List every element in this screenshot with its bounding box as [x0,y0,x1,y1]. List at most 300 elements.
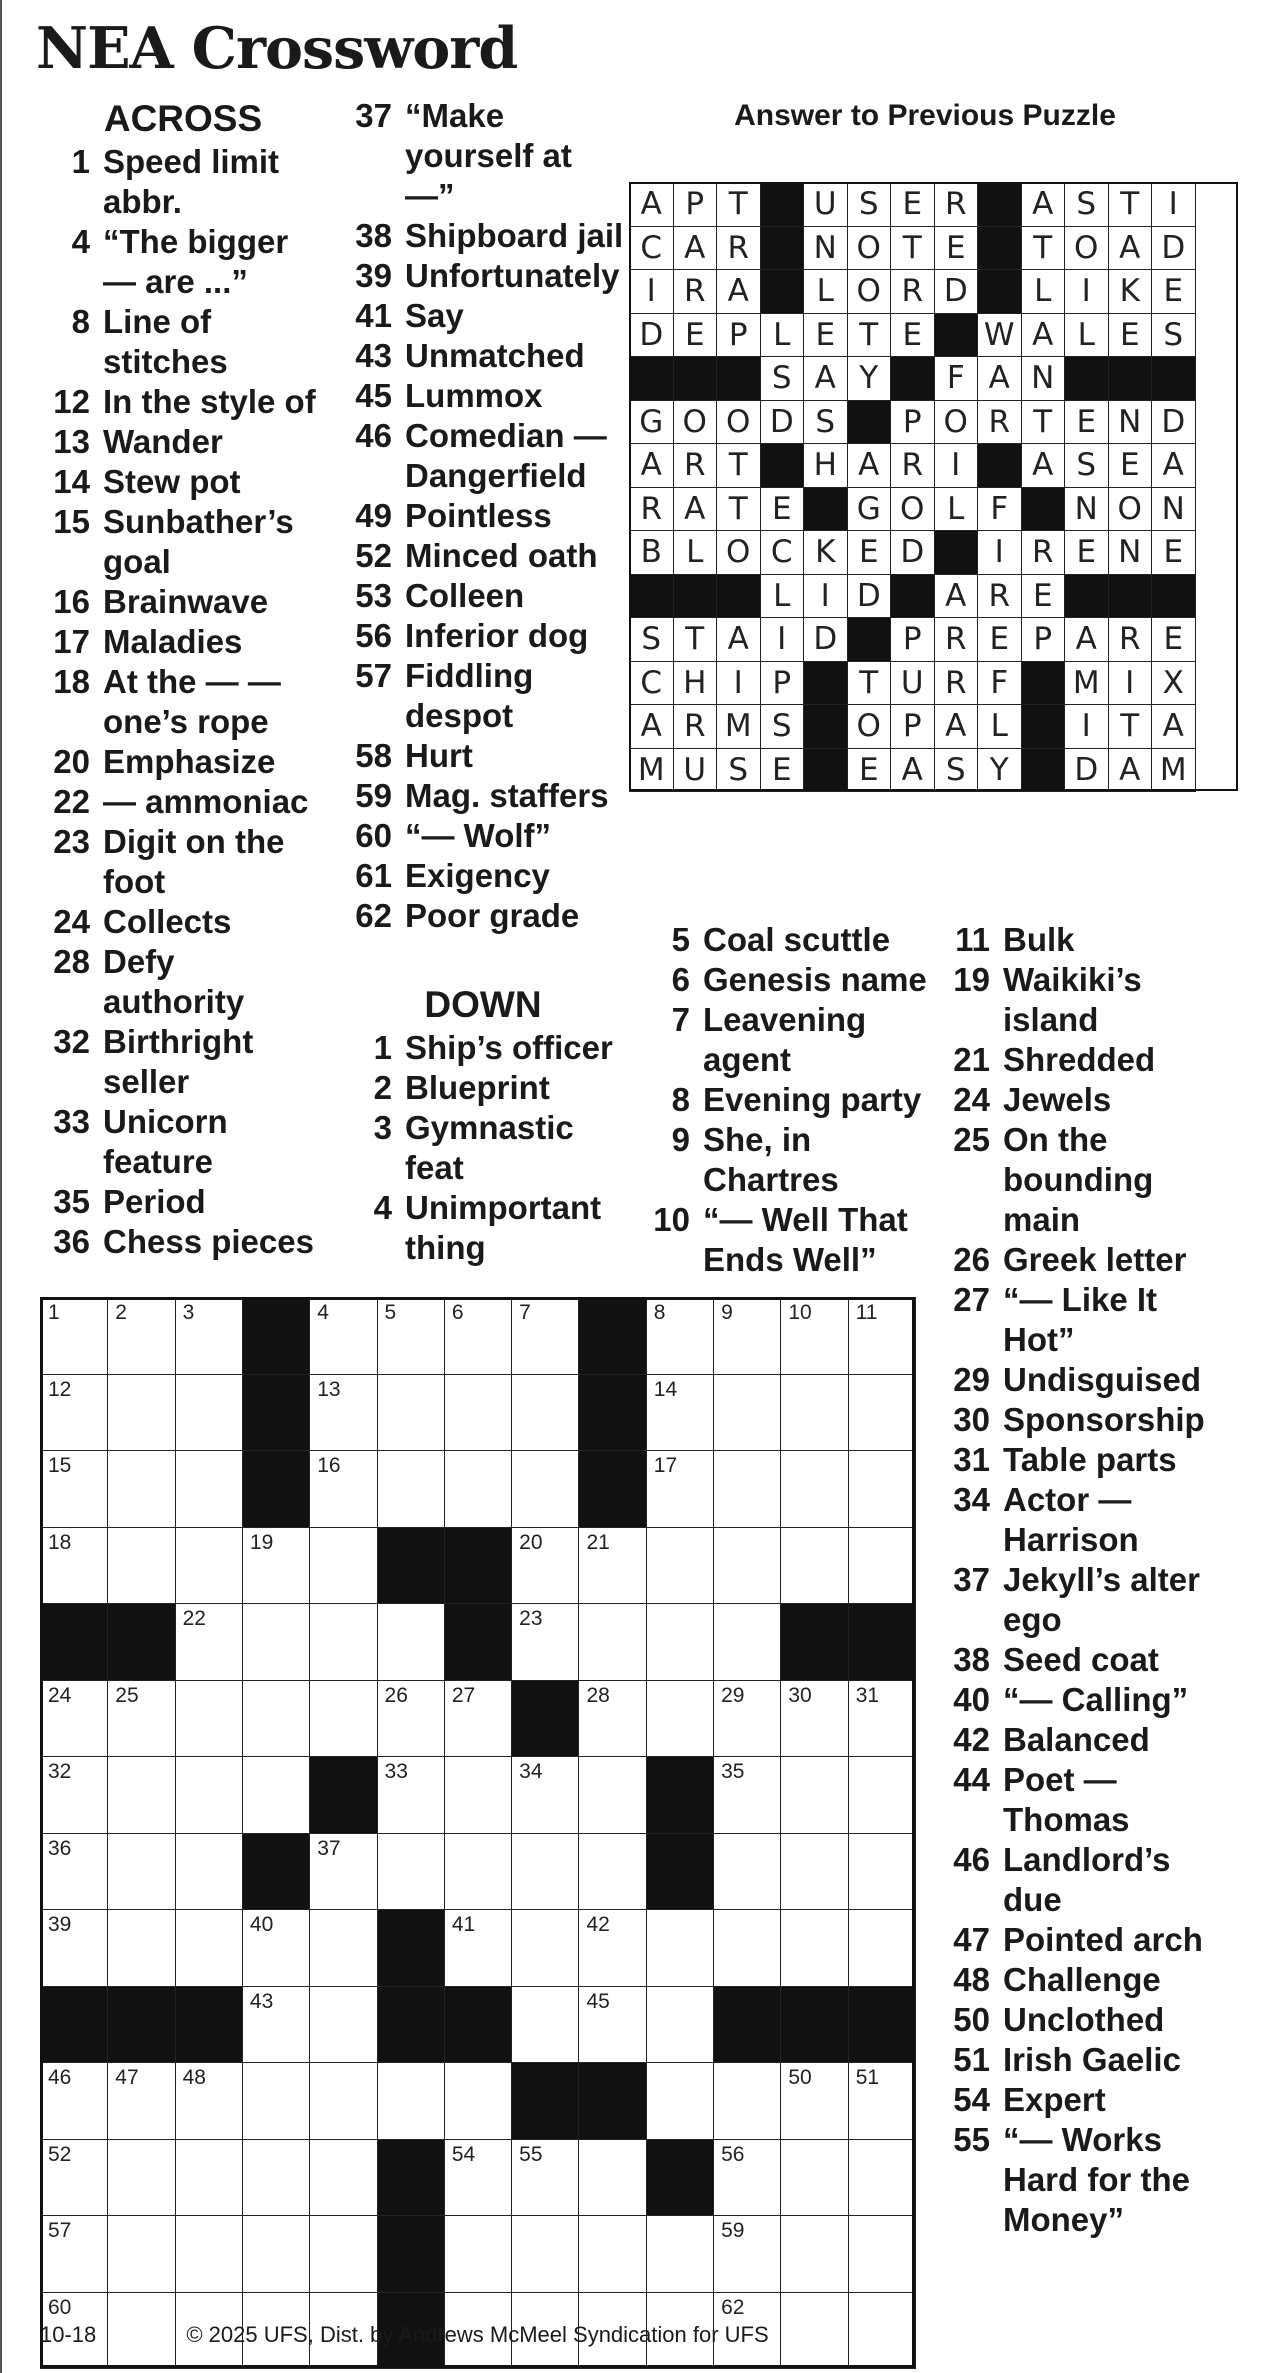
grid-cell[interactable] [646,2215,715,2293]
across-clue-57 [348,656,628,736]
grid-cell[interactable] [444,1909,513,1987]
answer-letter-cell: T [1108,704,1153,749]
clue-number: 34 [953,1481,990,1518]
answer-letter-cell: A [1021,313,1066,358]
cell-number: 29 [721,1683,745,1707]
grid-cell[interactable] [377,2062,446,2140]
clue-text: Brainwave [103,583,269,620]
grid-cell[interactable] [309,1603,378,1681]
answer-block-cell [1021,661,1066,706]
grid-cell[interactable] [242,1680,311,1758]
clue-text: Collects [103,903,232,940]
answer-letter-cell: S [847,182,892,227]
answer-letter-cell: F [977,661,1022,706]
grid-cell[interactable] [175,1374,244,1452]
answer-letter-cell: A [1151,704,1196,749]
grid-cell[interactable] [40,2062,109,2140]
clue-number: 16 [53,583,90,620]
answer-letter-cell: L [760,574,805,619]
answer-letter-cell: T [716,487,761,532]
cell-number: 42 [586,1913,610,1936]
grid-cell[interactable] [578,2139,647,2217]
grid-cell[interactable] [444,1756,513,1834]
grid-cell[interactable] [40,1527,109,1605]
grid-block-cell [578,1450,647,1528]
grid-cell[interactable] [511,1374,580,1452]
grid-cell[interactable] [511,1527,580,1605]
grid-cell[interactable] [309,1374,378,1452]
grid-cell[interactable] [377,1833,446,1911]
grid-cell[interactable] [713,2062,782,2140]
across-clue-41 [348,296,628,336]
grid-cell[interactable] [377,1297,446,1375]
answer-letter-cell: E [1151,530,1196,575]
grid-cell[interactable] [107,1527,176,1605]
grid-cell[interactable] [242,1909,311,1987]
grid-cell[interactable] [848,1833,917,1911]
clue-text: Waikiki’s island [1003,961,1142,1038]
grid-cell[interactable] [444,1833,513,1911]
answer-letter-cell: I [977,530,1022,575]
grid-cell[interactable] [511,1756,580,1834]
grid-cell[interactable] [107,1833,176,1911]
grid-cell[interactable] [309,1297,378,1375]
answer-letter-cell: R [977,400,1022,445]
down-clue-38 [938,1640,1218,1680]
grid-cell[interactable] [242,1756,311,1834]
answer-block-cell [629,356,674,401]
grid-cell[interactable] [107,1756,176,1834]
clue-number: 36 [53,1223,90,1260]
cell-number: 23 [519,1607,543,1630]
cell-number: 60 [48,2295,72,2319]
grid-cell[interactable] [309,1527,378,1605]
clue-text: Challenge [1003,1961,1161,1998]
answer-letter-cell: L [1021,269,1066,314]
grid-cell[interactable] [713,1833,782,1911]
grid-cell[interactable] [511,1909,580,1987]
grid-cell[interactable] [107,2062,176,2140]
answer-letter-cell: U [673,748,718,793]
answer-letter-cell: L [760,313,805,358]
down-clue-10 [640,1200,930,1280]
grid-cell[interactable] [40,2215,109,2293]
down-clue-55 [938,2120,1218,2240]
grid-cell[interactable] [309,1909,378,1987]
grid-cell[interactable] [309,1680,378,1758]
answer-letter-cell: R [934,661,979,706]
grid-cell[interactable] [780,2215,849,2293]
answer-letter-cell: S [934,748,979,793]
clue-number: 62 [355,897,392,934]
grid-cell[interactable] [646,1527,715,1605]
grid-block-cell [242,1374,311,1452]
grid-cell[interactable] [578,1603,647,1681]
grid-cell[interactable] [175,2139,244,2217]
answer-block-cell [760,269,805,314]
down-clue-21 [938,1040,1218,1080]
answer-letter-cell: M [629,748,674,793]
across-clue-20 [48,742,318,782]
answer-letter-cell: R [934,182,979,227]
clue-text: “Make yourself at —” [405,97,572,214]
answer-letter-cell: O [847,226,892,271]
answer-letter-cell: I [760,617,805,662]
grid-cell[interactable] [242,2062,311,2140]
answer-letter-cell: E [803,313,848,358]
across-clue-18 [48,662,318,742]
grid-cell[interactable] [713,2215,782,2293]
answer-letter-cell: D [803,617,848,662]
answer-letter-cell: D [847,574,892,619]
grid-cell[interactable] [713,1756,782,1834]
answer-letter-cell: P [890,400,935,445]
grid-cell[interactable] [780,2062,849,2140]
grid-cell[interactable] [444,2139,513,2217]
grid-block-cell [377,2139,446,2217]
answer-block-cell [977,443,1022,488]
answer-letter-cell: I [629,269,674,314]
grid-cell[interactable] [713,1450,782,1528]
clue-number: 46 [953,1841,990,1878]
down-clue-47 [938,1920,1218,1960]
cell-number: 27 [451,1683,476,1707]
cell-number: 10 [788,1301,812,1324]
grid-cell[interactable] [175,1297,244,1375]
answer-letter-cell: P [716,313,761,358]
answer-letter-cell: A [1151,443,1196,488]
grid-cell[interactable] [780,1527,849,1605]
answer-letter-cell: O [934,400,979,445]
grid-cell[interactable] [578,2215,647,2293]
answer-block-cell [803,748,848,793]
answer-letter-cell: E [977,617,1022,662]
grid-cell[interactable] [780,1297,849,1375]
grid-block-cell [242,1833,311,1911]
grid-cell[interactable] [780,1450,849,1528]
grid-cell[interactable] [107,2215,176,2293]
grid-cell[interactable] [40,1680,109,1758]
grid-cell[interactable] [780,1909,849,1987]
clue-text: Unfortunately [405,257,620,294]
cell-number: 6 [451,1301,464,1324]
grid-cell[interactable] [107,1297,176,1375]
grid-cell[interactable] [848,1374,917,1452]
grid-cell[interactable] [242,1603,311,1681]
grid-cell[interactable] [511,1986,580,2064]
grid-cell[interactable] [713,1603,782,1681]
cell-number: 39 [48,1913,72,1936]
answer-letter-cell: O [847,704,892,749]
down-clue-7 [640,1000,930,1080]
clue-number: 18 [53,663,90,700]
clue-number: 50 [953,2001,990,2038]
answer-block-cell [803,704,848,749]
down-clue-1 [348,1028,618,1068]
grid-cell[interactable] [780,1680,849,1758]
grid-cell[interactable] [848,2062,917,2140]
clue-text: She, in Chartres [703,1121,839,1198]
grid-cell[interactable] [713,1374,782,1452]
grid-cell[interactable] [511,2139,580,2217]
clue-text: Defy authority [103,943,245,1020]
grid-cell[interactable] [780,2139,849,2217]
clue-text: Sunbather’s goal [103,503,294,580]
clue-text: Genesis name [703,961,927,998]
grid-cell[interactable] [175,1909,244,1987]
grid-block-cell [444,1603,513,1681]
clue-number: 35 [53,1183,90,1220]
grid-cell[interactable] [175,1450,244,1528]
answer-letter-cell: M [716,704,761,749]
cell-number: 15 [48,1454,72,1477]
clue-number: 32 [53,1023,90,1060]
grid-cell[interactable] [713,1297,782,1375]
grid-cell[interactable] [848,2139,917,2217]
grid-cell[interactable] [511,1297,580,1375]
answer-letter-cell: D [1151,400,1196,445]
previous-answer-title: Answer to Previous Puzzle [734,99,1116,132]
clue-text: Chess pieces [103,1223,314,1260]
grid-cell[interactable] [175,2062,244,2140]
down-clue-37 [938,1560,1218,1640]
answer-letter-cell: O [890,487,935,532]
clue-text: Maladies [103,623,243,660]
answer-letter-cell: A [934,574,979,619]
clue-text: Hurt [405,737,473,774]
answer-letter-cell: S [760,356,805,401]
across-clue-52 [348,536,628,576]
grid-cell[interactable] [578,1986,647,2064]
answer-block-cell [934,530,979,575]
clue-text: Mag. staffers [405,777,609,814]
grid-cell[interactable] [444,1297,513,1375]
grid-cell[interactable] [511,2215,580,2293]
grid-cell[interactable] [107,1450,176,1528]
clue-text: Inferior dog [405,617,589,654]
across-clue-60 [348,816,628,856]
grid-cell[interactable] [40,1450,109,1528]
grid-cell[interactable] [578,1756,647,1834]
answer-letter-cell: O [673,400,718,445]
clue-number: 47 [953,1921,990,1958]
clue-text: Lummox [405,377,543,414]
cell-number: 40 [249,1913,274,1936]
grid-cell[interactable] [309,1986,378,2064]
clue-text: Unicorn feature [103,1103,228,1180]
clue-number: 11 [955,921,990,958]
clue-text: Sponsorship [1003,1401,1205,1438]
across-clue-38 [348,216,628,256]
clue-text: Digit on the foot [103,823,285,900]
cell-number: 52 [48,2142,72,2166]
answer-block-cell [847,400,892,445]
answer-letter-cell: M [1151,748,1196,793]
grid-cell[interactable] [646,1909,715,1987]
cell-number: 8 [653,1301,666,1324]
grid-cell[interactable] [578,1909,647,1987]
clue-number: 4 [373,1189,392,1226]
grid-cell[interactable] [175,1756,244,1834]
grid-cell[interactable] [377,1450,446,1528]
grid-cell[interactable] [511,1603,580,1681]
grid-cell[interactable] [444,1450,513,1528]
answer-block-cell [1064,356,1109,401]
clue-number: 7 [671,1001,690,1038]
grid-cell[interactable] [848,1680,917,1758]
clue-number: 49 [355,497,392,534]
grid-cell[interactable] [713,2139,782,2217]
grid-cell[interactable] [848,2215,917,2293]
clue-text: Jewels [1003,1081,1112,1118]
grid-cell[interactable] [40,1909,109,1987]
answer-block-cell [1151,356,1196,401]
grid-cell[interactable] [309,1833,378,1911]
answer-letter-cell: R [716,226,761,271]
answer-block-cell [803,661,848,706]
grid-cell[interactable] [309,1450,378,1528]
clue-number: 24 [953,1081,990,1118]
clue-text: Fiddling despot [405,657,534,734]
grid-cell[interactable] [444,1374,513,1452]
grid-cell[interactable] [646,1374,715,1452]
cell-number: 59 [721,2219,745,2242]
clue-number: 29 [953,1361,990,1398]
grid-block-cell [107,1603,176,1681]
grid-cell[interactable] [780,1756,849,1834]
down-clue-46 [938,1840,1218,1920]
answer-letter-cell: T [716,182,761,227]
cell-number: 57 [48,2219,72,2242]
answer-letter-cell: P [1021,617,1066,662]
answer-letter-cell: E [1064,530,1109,575]
grid-cell[interactable] [242,2139,311,2217]
grid-cell[interactable] [578,1680,647,1758]
grid-cell[interactable] [40,1374,109,1452]
grid-cell[interactable] [242,1986,311,2064]
grid-cell[interactable] [40,2139,109,2217]
answer-block-cell [1108,356,1153,401]
clue-number: 1 [71,143,90,180]
clue-number: 27 [953,1281,990,1318]
answer-letter-cell: H [673,661,718,706]
grid-cell[interactable] [578,1527,647,1605]
grid-cell[interactable] [511,1833,580,1911]
clue-number: 2 [373,1069,392,1106]
grid-cell[interactable] [309,2062,378,2140]
grid-cell[interactable] [175,1833,244,1911]
grid-cell[interactable] [377,1374,446,1452]
answer-letter-cell: O [1108,487,1153,532]
down-clue-11 [938,920,1218,960]
grid-cell[interactable] [107,2139,176,2217]
cell-number: 18 [48,1530,72,1554]
grid-cell[interactable] [444,2062,513,2140]
answer-block-cell [629,574,674,619]
down-clue-19 [938,960,1218,1040]
grid-cell[interactable] [444,1680,513,1758]
grid-cell[interactable] [175,1680,244,1758]
grid-cell[interactable] [713,1680,782,1758]
grid-cell[interactable] [40,1833,109,1911]
answer-block-cell [716,356,761,401]
grid-cell[interactable] [848,1450,917,1528]
grid-cell[interactable] [40,1756,109,1834]
grid-cell[interactable] [309,2215,378,2293]
grid-cell[interactable] [107,1909,176,1987]
grid-cell[interactable] [848,1297,917,1375]
grid-cell[interactable] [107,1374,176,1452]
answer-letter-cell: D [1064,748,1109,793]
grid-cell[interactable] [646,1680,715,1758]
grid-cell[interactable] [377,1756,446,1834]
clue-text: Coal scuttle [703,921,891,958]
answer-letter-cell: R [890,269,935,314]
down-clue-6 [640,960,930,1000]
grid-cell[interactable] [309,2139,378,2217]
grid-cell[interactable] [175,1603,244,1681]
cell-number: 36 [48,1836,72,1860]
grid-cell[interactable] [242,2215,311,2293]
grid-cell[interactable] [377,1603,446,1681]
grid-cell[interactable] [646,1450,715,1528]
clue-text: At the — — one’s rope [103,663,281,740]
answer-letter-cell: E [890,182,935,227]
grid-cell[interactable] [848,1909,917,1987]
grid-cell[interactable] [713,1527,782,1605]
grid-cell[interactable] [40,1297,109,1375]
grid-cell[interactable] [848,1756,917,1834]
answer-letter-cell: R [629,487,674,532]
cell-number: 62 [721,2295,745,2319]
grid-cell[interactable] [578,1833,647,1911]
grid-cell[interactable] [646,1986,715,2064]
grid-cell[interactable] [646,1297,715,1375]
across-clues-column-1 [48,96,318,1262]
cell-number: 32 [48,1760,72,1783]
cell-number: 13 [317,1377,341,1401]
grid-cell[interactable] [848,1527,917,1605]
across-clue-16 [48,582,318,622]
grid-cell[interactable] [175,1527,244,1605]
grid-cell[interactable] [713,1909,782,1987]
clue-number: 48 [953,1961,990,1998]
down-clues-column-3 [938,920,1218,2240]
grid-cell[interactable] [780,1374,849,1452]
answer-letter-cell: I [1151,182,1196,227]
grid-cell[interactable] [646,2062,715,2140]
cell-number: 12 [48,1377,72,1401]
grid-cell[interactable] [175,2215,244,2293]
answer-letter-cell: T [847,661,892,706]
answer-letter-cell: L [1064,313,1109,358]
grid-block-cell [578,1297,647,1375]
grid-cell[interactable] [780,1833,849,1911]
clue-number: 3 [373,1109,392,1146]
grid-cell[interactable] [242,1527,311,1605]
cell-number: 51 [855,2066,880,2089]
grid-cell[interactable] [377,1680,446,1758]
grid-cell[interactable] [107,1680,176,1758]
grid-cell[interactable] [444,2215,513,2293]
grid-cell[interactable] [646,1603,715,1681]
cell-number: 20 [519,1530,543,1554]
grid-block-cell [780,1986,849,2064]
answer-block-cell [803,487,848,532]
answer-letter-cell: A [629,704,674,749]
down-clue-5 [640,920,930,960]
grid-cell[interactable] [511,1450,580,1528]
